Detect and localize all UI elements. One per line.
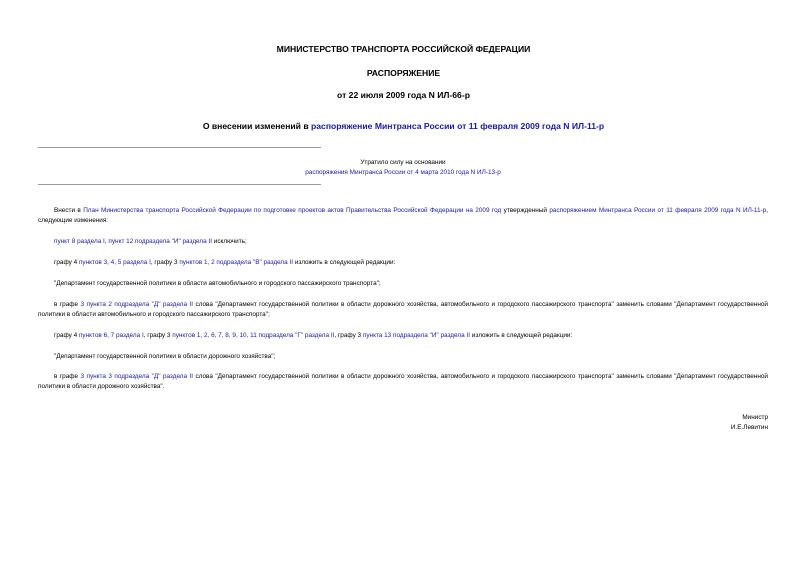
paragraph-7: "Департамент государственной политики в области дорожного хозяйства"; xyxy=(54,353,276,360)
text-run: , графу 3 xyxy=(334,332,363,339)
text-run: Внести в xyxy=(54,207,84,214)
text-run: исключить; xyxy=(212,238,247,245)
divider-top xyxy=(38,147,321,148)
item-link[interactable]: пункта 13 подраздела "И" раздела II xyxy=(362,332,470,339)
status-note-link-line xyxy=(38,169,768,176)
plan-link[interactable]: План Министерства транспорта Российской Федерации по подготовке проектов актов Правительства Российской Федерации на 2009 год xyxy=(83,207,502,214)
item-link[interactable]: пунктов 3, 4, 5 раздела I xyxy=(78,259,151,266)
divider-bottom xyxy=(38,184,321,185)
text-run: в графе xyxy=(54,301,81,308)
paragraph-5 xyxy=(38,300,768,320)
paragraph-8 xyxy=(38,372,768,392)
subject-link[interactable]: распоряжение Минтранса России от 11 февраля 2009 года N ИЛ-11-р xyxy=(311,121,605,131)
item-link[interactable]: пункт 8 раздела I xyxy=(54,238,105,245)
item-link[interactable]: пункт 12 подраздела "И" раздела II xyxy=(108,238,213,245)
text-run: графу 4 xyxy=(54,259,79,266)
order-link[interactable]: распоряжением Минтранса России от 11 февраля 2009 года N ИЛ-11-р xyxy=(549,207,767,214)
paragraph-4: "Департамент государственной политики в области автомобильного и городского пассажирского транспорта"; xyxy=(54,280,381,287)
paragraph-1 xyxy=(38,206,768,226)
item-link[interactable]: пунктов 1, 2, 6, 7, 8, 9, 10, 11 подраздела "Г" раздела II xyxy=(172,332,335,339)
document-subject xyxy=(0,121,807,131)
item-link[interactable]: 3 пункта 2 подраздела "Д" раздела II xyxy=(80,301,194,308)
document-date: от 22 июля 2009 года N ИЛ-66-р xyxy=(337,90,470,100)
text-run: , следующие изменения: xyxy=(38,207,768,224)
status-note-link[interactable]: распоряжения Минтранса России от 4 марта 2010 года N ИЛ-13-р xyxy=(305,169,501,176)
paragraph-3 xyxy=(38,258,768,268)
item-link[interactable]: 3 пункта 3 подраздела "Д" раздела II xyxy=(80,373,194,380)
text-run: изложить в следующей редакции: xyxy=(469,332,573,339)
text-run: утвержденный xyxy=(501,207,550,214)
signature-title: Министр xyxy=(742,414,768,421)
text-run: , графу 3 xyxy=(150,259,180,266)
text-run: , xyxy=(104,238,109,245)
text-run: изложить в следующей редакции: xyxy=(293,259,396,266)
text-run: в графе xyxy=(54,373,81,380)
document-type: РАСПОРЯЖЕНИЕ xyxy=(366,68,441,78)
text-run: слова "Департамент государственной политики в области дорожного хозяйства, автомобильного и городского пассажирского транспорта" заменить словами "Департамент государственной политики в области автомобильного и городского пассажирского транспорта"; xyxy=(38,301,769,318)
item-link[interactable]: пунктов 6, 7 раздела I xyxy=(78,332,144,339)
subject-prefix: О внесении изменений в xyxy=(202,121,312,131)
text-run: графу 4 xyxy=(54,332,79,339)
item-link[interactable]: пунктов 1, 2 подраздела "В" раздела II xyxy=(179,259,294,266)
text-run: , графу 3 xyxy=(143,332,173,339)
status-note-text: Утратило силу на основании xyxy=(360,159,446,166)
paragraph-2 xyxy=(38,237,768,247)
text-run: слова "Департамент государственной политики в области дорожного хозяйства, автомобильного и городского пассажирского транспорта" заменить словами "Департамент государственной политики в области дорожного хозяйства". xyxy=(38,373,769,390)
ministry-title: МИНИСТЕРСТВО ТРАНСПОРТА РОССИЙСКОЙ ФЕДЕРАЦИИ xyxy=(276,44,531,54)
signature-name: И.Е.Левитин xyxy=(730,424,768,431)
paragraph-6 xyxy=(38,331,768,341)
